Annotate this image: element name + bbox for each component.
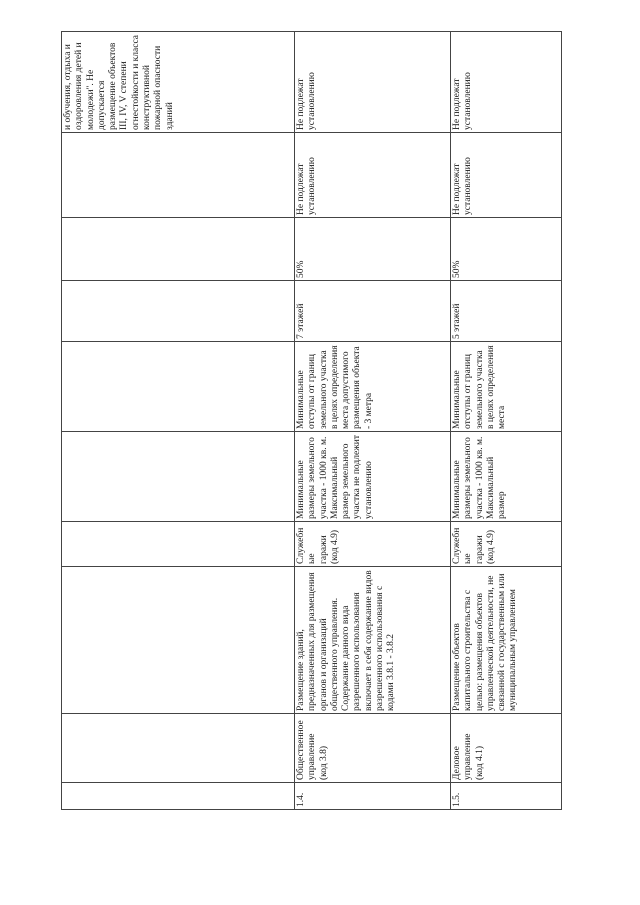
coverage [61, 218, 294, 281]
use-description: Размещение зданий, предназначенных для размещения органов и организаций общественного управления. Содержание данного вида разрешенного использования включает в себя содержание видов разрешенного использования с кодами 3.8.1 - 3.8.2 [296, 570, 397, 711]
column-separator [61, 782, 562, 783]
use-name [61, 714, 294, 783]
column-separator [61, 280, 562, 281]
use-description [61, 567, 294, 714]
auxiliary-use [61, 522, 294, 567]
setbacks: Минимальные отступы от границ земельного участка в целях определения места допустимого размещения объекта - 3 метра [296, 345, 374, 429]
table-row [61, 0, 294, 905]
column-separator [61, 132, 562, 133]
table-border-top [61, 31, 62, 810]
use-description: Размещение объектов капитального строительства с целью: размещения объектов управленческой деятельности, не связанной с государственным или муниципальным управлением [452, 573, 519, 711]
column-separator [61, 809, 562, 810]
plot-size [61, 432, 294, 522]
floors: 7 этажей [296, 303, 306, 339]
setbacks [61, 342, 294, 432]
row-number [61, 783, 294, 810]
floors: 5 этажей [452, 303, 462, 339]
coverage: 50% [452, 260, 462, 278]
table-border-bottom [561, 31, 562, 810]
plot-size: Минимальные размеры земельного участка - 1000 кв. м. Максимальный размер земельного участка не подлежит установлению [296, 434, 374, 519]
use-name: Деловое управление (код 4.1) [452, 733, 485, 780]
plot-size: Минимальные размеры земельного участка - 1000 кв. м. Максимальный размер [452, 436, 508, 519]
column-separator [61, 217, 562, 218]
floors [61, 281, 294, 342]
table-row [294, 0, 450, 905]
coverage: 50% [296, 260, 306, 278]
row-number: 1.4. [296, 792, 306, 807]
column-separator [61, 521, 562, 522]
col9-value: Не подлежат установлению [452, 157, 474, 215]
col9-value: Не подлежат установлению [296, 157, 318, 215]
row-separator [294, 31, 295, 810]
notes: Не подлежат установлению [452, 72, 474, 130]
col9-value [61, 133, 294, 218]
column-separator [61, 31, 562, 32]
row-separator [450, 31, 451, 810]
table-row [450, 0, 561, 905]
row-number: 1.5. [452, 792, 462, 807]
setbacks: Минимальные отступы от границ земельного участка в целях определения места [452, 345, 508, 429]
column-separator [61, 341, 562, 342]
auxiliary-use: Служебные гаражи (код 4.9) [452, 527, 496, 564]
column-separator [61, 431, 562, 432]
auxiliary-use: Служебные гаражи (код 4.9) [296, 527, 340, 564]
column-separator [61, 713, 562, 714]
notes: и обучения, отдыха и оздоровления детей и молодежи". Не допускается размещение объектов III, IV, V степени огнестойкости и класса конструктивной пожарной опасности зданий [63, 34, 175, 130]
notes: Не подлежат установлению [296, 72, 318, 130]
use-name: Общественное управление (код 3.8) [296, 720, 329, 780]
column-separator [61, 566, 562, 567]
